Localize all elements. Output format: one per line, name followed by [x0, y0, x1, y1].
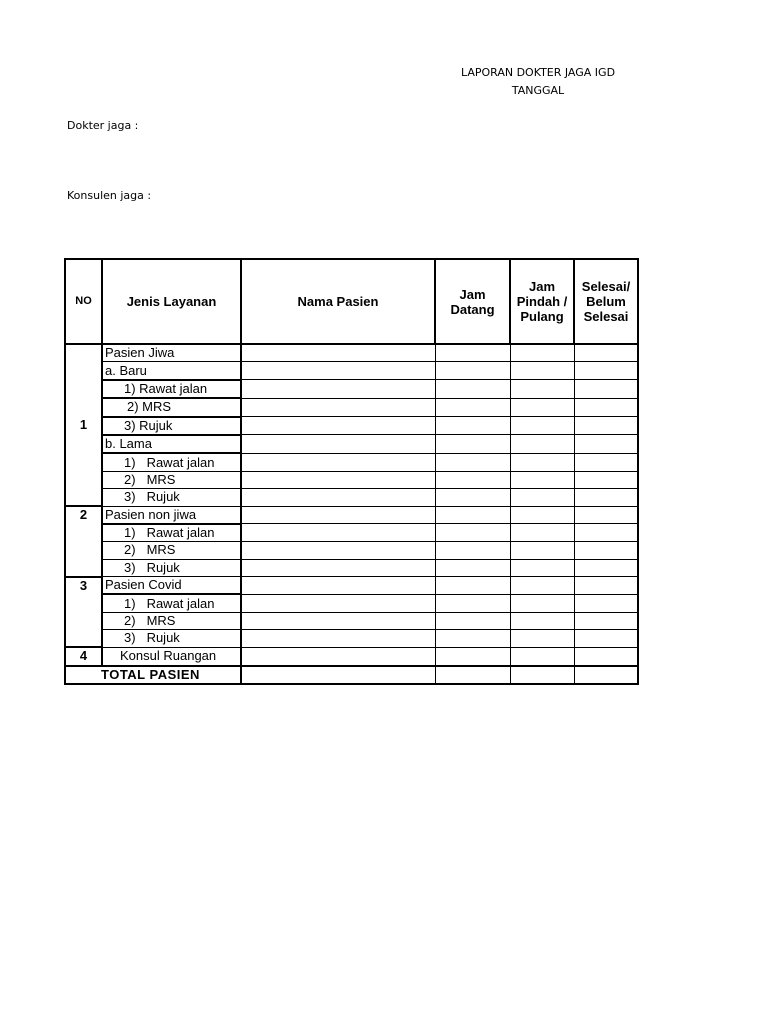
service-type-label: Rawat jalan: [146, 595, 215, 611]
table-row: [65, 612, 638, 629]
service-type-label: b. Lama: [105, 436, 152, 452]
patient-name-cell[interactable]: [241, 630, 435, 647]
transfer-time-cell[interactable]: [510, 344, 574, 362]
table-row: [65, 380, 638, 398]
arrival-time-cell[interactable]: [435, 362, 510, 380]
service-type-number: 2): [124, 471, 136, 487]
service-type-cell: [102, 647, 241, 665]
consultant-on-duty-label: Konsulen jaga :: [67, 189, 152, 202]
transfer-time-cell[interactable]: [510, 524, 574, 542]
arrival-time-cell[interactable]: [435, 506, 510, 524]
row-number-cell: [65, 647, 102, 665]
transfer-time-cell[interactable]: [510, 435, 574, 453]
service-type-label: MRS: [146, 613, 176, 629]
arrival-time-cell[interactable]: [435, 471, 510, 488]
service-type-cell: [102, 594, 241, 612]
service-type-label: Pasien Covid: [105, 577, 182, 593]
service-type-label: Pasien Jiwa: [105, 345, 175, 361]
arrival-time-cell[interactable]: [435, 647, 510, 665]
table-row: [65, 489, 638, 506]
transfer-time-cell[interactable]: [510, 417, 574, 435]
transfer-time-cell[interactable]: [510, 489, 574, 506]
transfer-time-cell[interactable]: [510, 612, 574, 629]
header-status: Selesai/ Belum Selesai: [574, 259, 638, 344]
table-row: [65, 542, 638, 559]
patient-name-cell[interactable]: [241, 506, 435, 524]
transfer-time-cell[interactable]: [510, 380, 574, 398]
patient-name-cell[interactable]: [241, 344, 435, 362]
arrival-time-cell[interactable]: [435, 417, 510, 435]
service-type-label: Rawat jalan: [146, 525, 215, 541]
table-row: [65, 594, 638, 612]
patient-name-cell[interactable]: [241, 577, 435, 595]
table-row: [65, 471, 638, 488]
table-row: [65, 559, 638, 576]
patient-name-cell[interactable]: [241, 417, 435, 435]
arrival-time-cell[interactable]: [435, 542, 510, 559]
arrival-time-cell[interactable]: [435, 524, 510, 542]
service-type-number: 2): [124, 613, 136, 629]
service-type-label: Rujuk: [146, 559, 180, 575]
status-cell[interactable]: [574, 453, 638, 471]
total-status-cell[interactable]: [574, 666, 638, 684]
patient-name-cell[interactable]: [241, 647, 435, 665]
service-type-cell: [102, 398, 241, 416]
patient-name-cell[interactable]: [241, 559, 435, 576]
service-type-cell: [102, 380, 241, 398]
service-type-label: Rawat jalan: [146, 454, 215, 470]
patient-name-cell[interactable]: [241, 542, 435, 559]
status-cell[interactable]: [574, 417, 638, 435]
service-type-cell: [102, 506, 241, 524]
table-row: [65, 398, 638, 416]
status-cell[interactable]: [574, 471, 638, 488]
table-row: [65, 453, 638, 471]
patient-name-cell[interactable]: [241, 612, 435, 629]
service-type-number: 1): [124, 595, 136, 611]
report-date-label: TANGGAL: [511, 84, 565, 97]
service-type-label: 1) Rawat jalan: [124, 380, 208, 396]
transfer-time-cell[interactable]: [510, 398, 574, 416]
transfer-time-cell[interactable]: [510, 559, 574, 576]
service-type-number: 2): [124, 542, 136, 558]
table-header-row: [65, 259, 638, 344]
service-type-label: Konsul Ruangan: [120, 648, 217, 664]
service-type-cell: [102, 577, 241, 595]
service-type-cell: [102, 435, 241, 453]
patient-name-cell[interactable]: [241, 362, 435, 380]
arrival-time-cell[interactable]: [435, 594, 510, 612]
status-cell[interactable]: [574, 398, 638, 416]
transfer-time-cell[interactable]: [510, 542, 574, 559]
service-type-cell: [102, 612, 241, 629]
header-transfer-time: Jam Pindah / Pulang: [510, 259, 574, 344]
row-number: 4: [79, 648, 88, 664]
patient-name-cell[interactable]: [241, 398, 435, 416]
table-row: [65, 506, 638, 524]
status-cell[interactable]: [574, 506, 638, 524]
service-type-label: MRS: [146, 471, 176, 487]
arrival-time-cell[interactable]: [435, 344, 510, 362]
transfer-time-cell[interactable]: [510, 577, 574, 595]
service-type-label: Pasien non jiwa: [105, 506, 197, 522]
status-cell[interactable]: [574, 647, 638, 665]
arrival-time-cell[interactable]: [435, 489, 510, 506]
status-cell[interactable]: [574, 380, 638, 398]
row-number: 2: [79, 507, 88, 523]
total-row: [65, 666, 638, 684]
row-number-cell: [65, 577, 102, 648]
status-cell[interactable]: [574, 630, 638, 647]
service-type-cell: [102, 630, 241, 647]
arrival-time-cell[interactable]: [435, 398, 510, 416]
service-type-cell: [102, 417, 241, 435]
service-type-number: 3): [124, 489, 136, 505]
total-transfer-cell[interactable]: [510, 666, 574, 684]
report-title: LAPORAN DOKTER JAGA IGD: [460, 66, 616, 79]
status-cell[interactable]: [574, 362, 638, 380]
table-row: [65, 344, 638, 362]
patient-name-cell[interactable]: [241, 594, 435, 612]
service-type-number: 3): [124, 630, 136, 646]
transfer-time-cell[interactable]: [510, 471, 574, 488]
total-patient-name-cell[interactable]: [241, 666, 435, 684]
arrival-time-cell[interactable]: [435, 630, 510, 647]
arrival-time-cell[interactable]: [435, 612, 510, 629]
transfer-time-cell[interactable]: [510, 506, 574, 524]
transfer-time-cell[interactable]: [510, 362, 574, 380]
status-cell[interactable]: [574, 594, 638, 612]
service-type-number: 3): [124, 559, 136, 575]
status-cell[interactable]: [574, 435, 638, 453]
table-row: [65, 417, 638, 435]
service-type-cell: [102, 524, 241, 542]
patient-name-cell[interactable]: [241, 524, 435, 542]
row-number-cell: [65, 506, 102, 577]
patient-name-cell[interactable]: [241, 453, 435, 471]
table-row: [65, 524, 638, 542]
arrival-time-cell[interactable]: [435, 380, 510, 398]
header-arrival-time: Jam Datang: [435, 259, 510, 344]
total-arrival-cell[interactable]: [435, 666, 510, 684]
status-cell[interactable]: [574, 542, 638, 559]
service-type-label: MRS: [146, 542, 176, 558]
status-cell[interactable]: [574, 489, 638, 506]
arrival-time-cell[interactable]: [435, 435, 510, 453]
patient-name-cell[interactable]: [241, 471, 435, 488]
transfer-time-cell[interactable]: [510, 594, 574, 612]
service-type-number: 1): [124, 454, 136, 470]
service-type-label: 2) MRS: [127, 399, 172, 415]
service-type-cell: [102, 453, 241, 471]
patient-name-cell[interactable]: [241, 380, 435, 398]
status-cell[interactable]: [574, 577, 638, 595]
service-type-label: Rujuk: [146, 630, 180, 646]
service-type-cell: [102, 471, 241, 488]
status-cell[interactable]: [574, 524, 638, 542]
transfer-time-cell[interactable]: [510, 647, 574, 665]
patient-name-cell[interactable]: [241, 435, 435, 453]
table-row: [65, 577, 638, 595]
table-row: [65, 630, 638, 647]
row-number: 1: [79, 417, 88, 432]
service-type-number: 1): [124, 525, 136, 541]
service-type-label: a. Baru: [105, 362, 147, 378]
service-type-cell: [102, 362, 241, 380]
table-body: [65, 344, 638, 684]
service-type-label: 3) Rujuk: [124, 417, 173, 433]
service-type-cell: [102, 344, 241, 362]
status-cell[interactable]: [574, 344, 638, 362]
arrival-time-cell[interactable]: [435, 577, 510, 595]
service-type-cell: [102, 489, 241, 506]
table-row: [65, 647, 638, 665]
arrival-time-cell[interactable]: [435, 453, 510, 471]
doctor-on-duty-label: Dokter jaga :: [67, 119, 139, 132]
table-row: [65, 435, 638, 453]
arrival-time-cell[interactable]: [435, 559, 510, 576]
row-number-cell: [65, 344, 102, 506]
service-report-table: [64, 258, 639, 685]
transfer-time-cell[interactable]: [510, 453, 574, 471]
status-cell[interactable]: [574, 612, 638, 629]
service-type-cell: [102, 559, 241, 576]
total-patients-label: TOTAL PASIEN: [65, 666, 241, 684]
transfer-time-cell[interactable]: [510, 630, 574, 647]
patient-name-cell[interactable]: [241, 489, 435, 506]
status-cell[interactable]: [574, 559, 638, 576]
table-row: [65, 362, 638, 380]
service-type-cell: [102, 542, 241, 559]
header-service-type: Jenis Layanan: [102, 259, 241, 344]
row-number: 3: [79, 577, 88, 593]
header-patient-name: Nama Pasien: [241, 259, 435, 344]
header-no: NO: [65, 259, 102, 344]
service-type-label: Rujuk: [146, 489, 180, 505]
